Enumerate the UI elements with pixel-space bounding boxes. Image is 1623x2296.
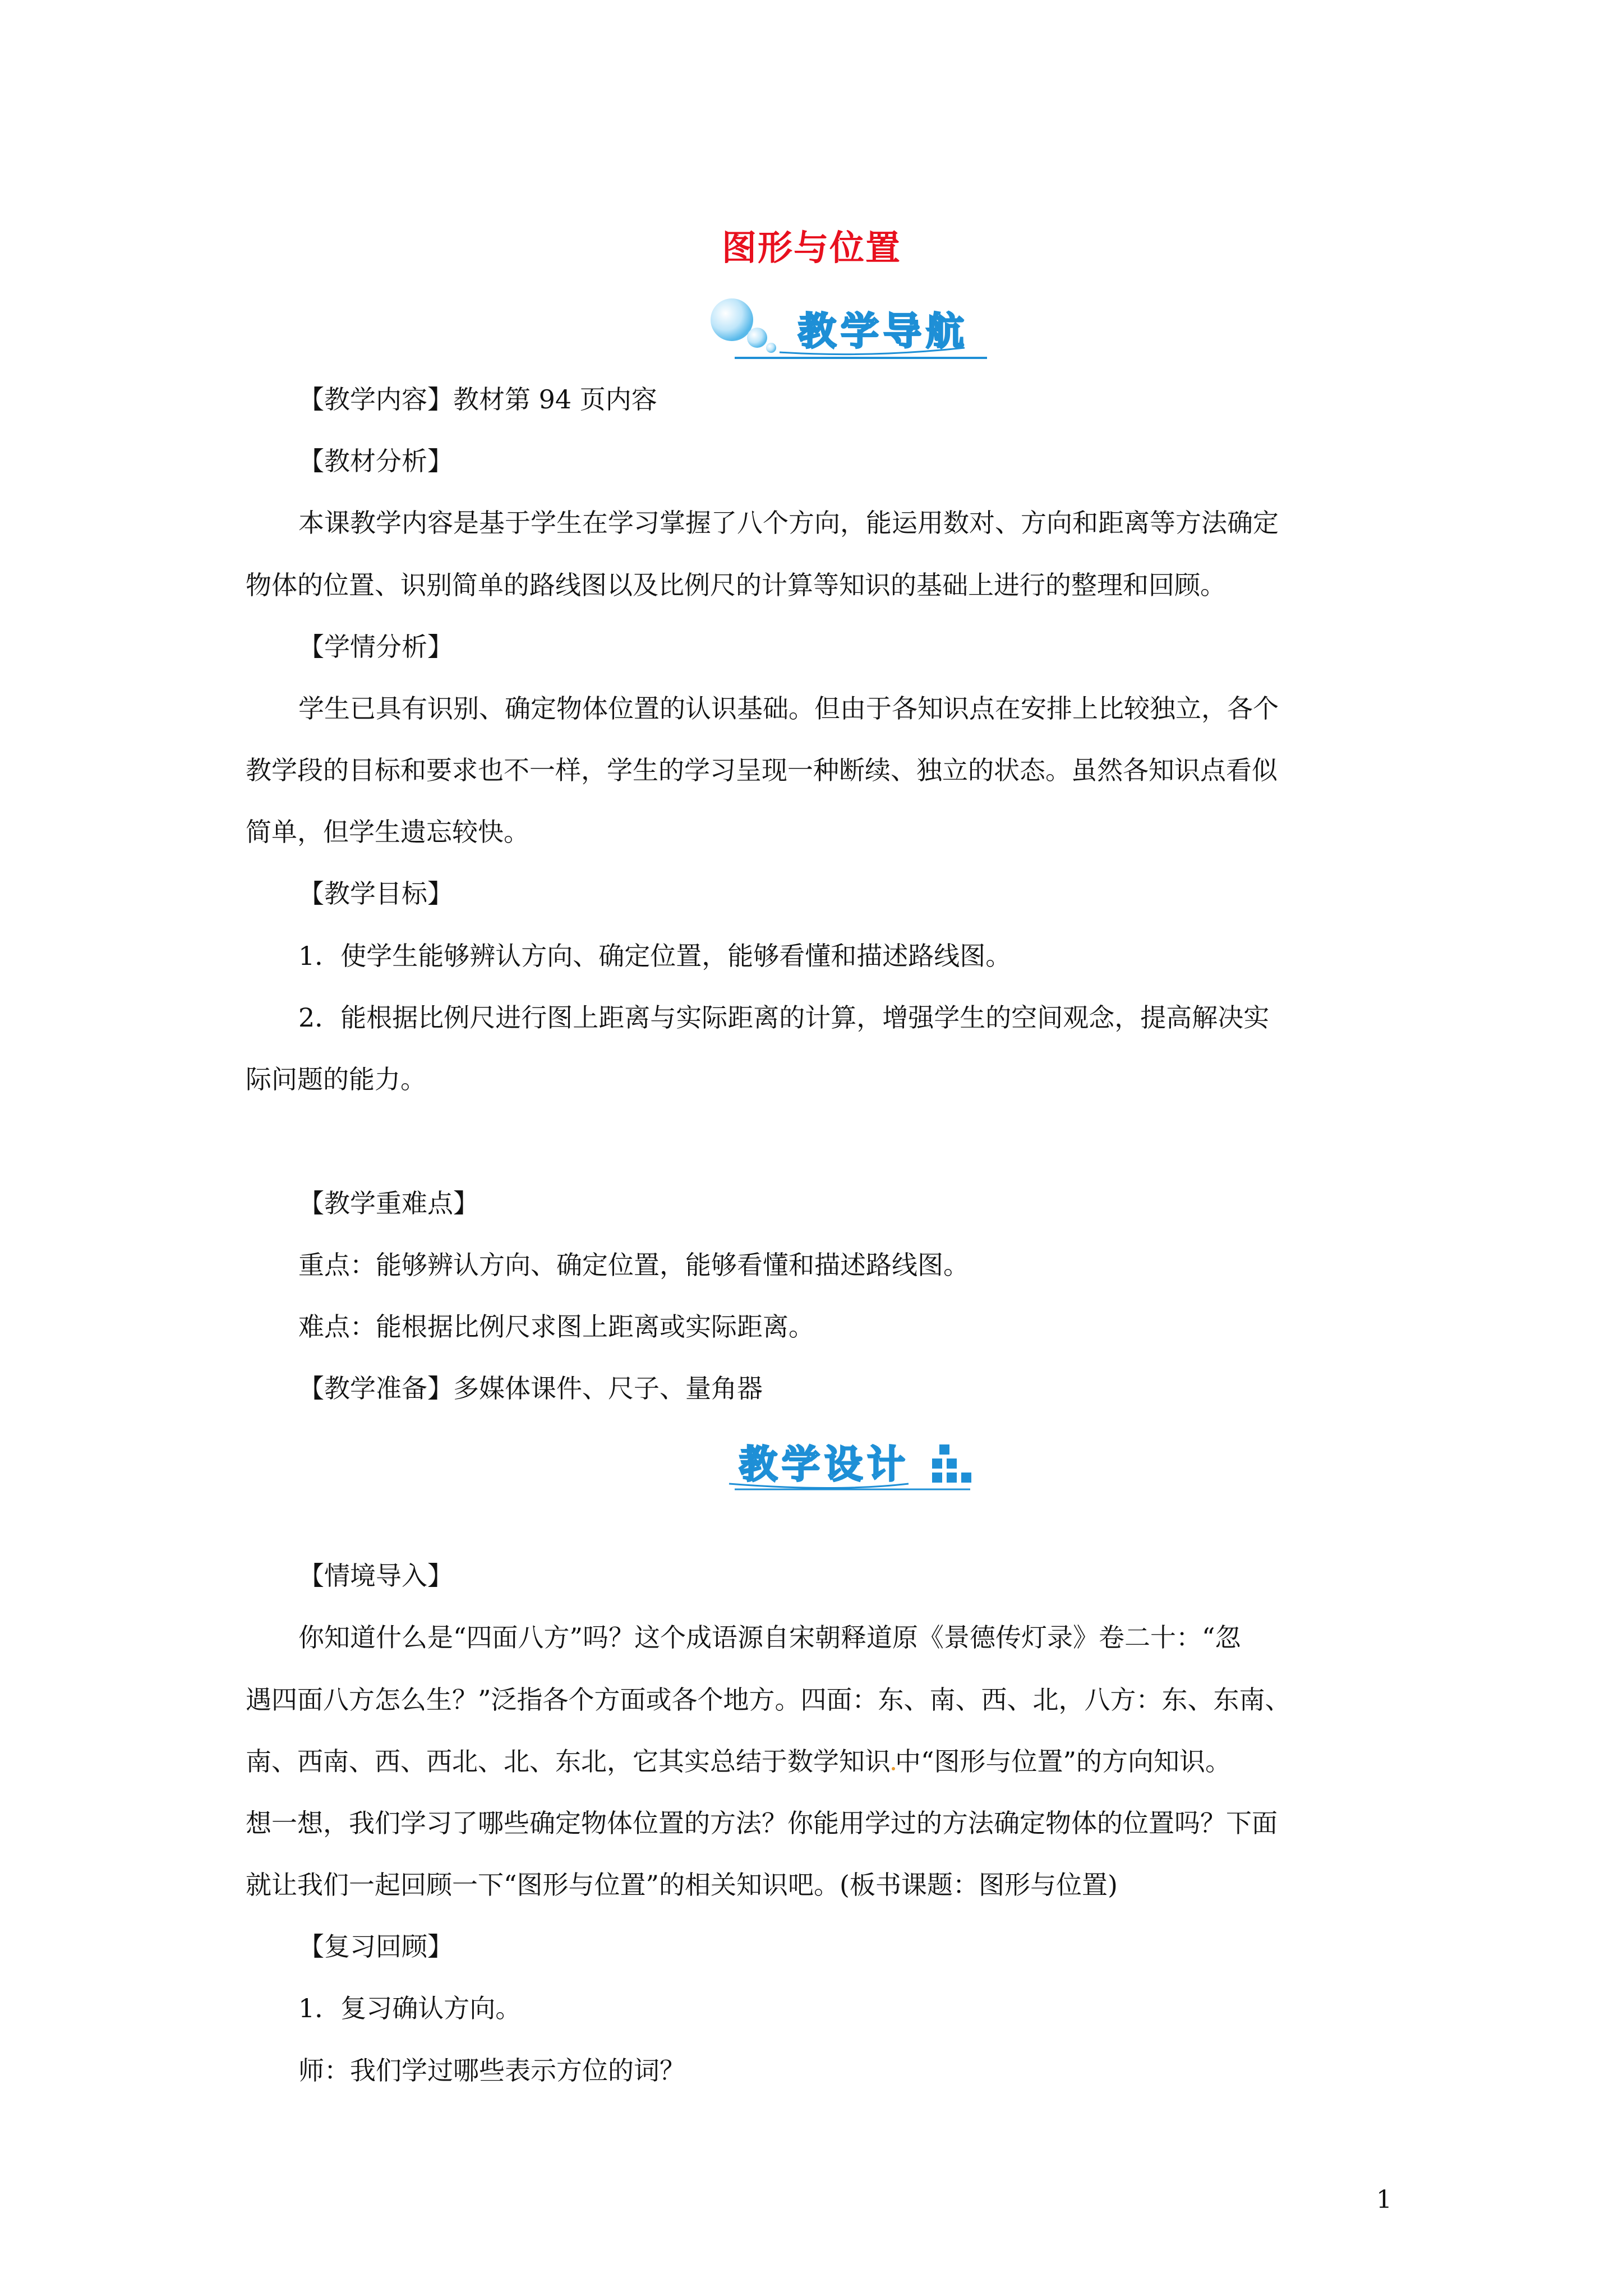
textbook-analysis-heading: 【教材分析】 bbox=[298, 446, 453, 476]
review-teacher-question: 师：我们学过哪些表示方位的词？ bbox=[298, 2055, 685, 2086]
teaching-content: 【教学内容】教材第 94 页内容 bbox=[298, 384, 657, 415]
scenario-intro-line-2: 遇四面八方怎么生？”泛指各个方面或各个地方。四面：东、南、西、北，八方：东、东南、 bbox=[246, 1685, 1291, 1715]
learner-analysis-line-1: 学生已具有识别、确定物体位置的认识基础。但由于各知识点在安排上比较独立，各个 bbox=[298, 693, 1279, 724]
key-points-heading: 【教学重难点】 bbox=[298, 1188, 479, 1218]
teaching-guide-banner bbox=[701, 292, 993, 365]
key-point: 重点：能够辨认方向、确定位置，能够看懂和描述路线图。 bbox=[298, 1250, 969, 1280]
textbook-analysis-line-1: 本课教学内容是基于学生在学习掌握了八个方向，能运用数对、方向和距离等方法确定 bbox=[298, 508, 1279, 538]
learner-analysis-line-3: 简单，但学生遗忘较快。 bbox=[246, 817, 529, 847]
teaching-goal-2-line-2: 际问题的能力。 bbox=[246, 1064, 426, 1094]
scenario-intro-line-1: 你知道什么是“四面八方”吗？这个成语源自宋朝释道原《景德传灯录》卷二十：“忽 bbox=[298, 1622, 1241, 1653]
scenario-intro-line-3 bbox=[0, 1745, 1623, 1778]
scenario-intro-line-5: 就让我们一起回顾一下“图形与位置”的相关知识吧。(板书课题：图形与位置) bbox=[246, 1870, 1118, 1900]
teaching-design-label: 教学设计 bbox=[739, 1442, 910, 1487]
teaching-design-banner bbox=[723, 1428, 976, 1495]
scenario-intro-heading: 【情境导入】 bbox=[298, 1561, 453, 1591]
teaching-goal-2-line-1: 2．能根据比例尺进行图上距离与实际距离的计算，增强学生的空间观念，提高解决实 bbox=[298, 1002, 1270, 1033]
review-item-1: 1．复习确认方向。 bbox=[298, 1993, 522, 2023]
textbook-analysis-line-2: 物体的位置、识别简单的路线图以及比例尺的计算等知识的基础上进行的整理和回顾。 bbox=[246, 570, 1226, 600]
difficult-point: 难点：能根据比例尺求图上距离或实际距离。 bbox=[298, 1312, 814, 1342]
page-title: 图形与位置 bbox=[721, 227, 901, 268]
learner-analysis-heading: 【学情分析】 bbox=[298, 632, 453, 662]
teaching-goal-1: 1．使学生能够辨认方向、确定位置，能够看懂和描述路线图。 bbox=[298, 941, 1012, 971]
teaching-goals-heading: 【教学目标】 bbox=[298, 878, 453, 909]
teaching-preparation: 【教学准备】多媒体课件、尺子、量角器 bbox=[298, 1373, 763, 1404]
scenario-intro-line-3-part-2: 中“图形与位置”的方向知识。 bbox=[895, 1746, 1232, 1777]
teaching-guide-label: 教学导航 bbox=[797, 309, 969, 354]
scenario-intro-line-3-part-1: 南、西南、西、西北、北、东北，它其实总结于数学知识 bbox=[246, 1746, 891, 1777]
learner-analysis-line-2: 教学段的目标和要求也不一样，学生的学习呈现一种断续、独立的状态。虽然各知识点看似 bbox=[246, 755, 1278, 785]
page-number: 1 bbox=[1376, 2185, 1392, 2214]
scenario-intro-line-4: 想一想，我们学习了哪些确定物体位置的方法？你能用学过的方法确定物体的位置吗？下面 bbox=[246, 1808, 1278, 1838]
review-heading: 【复习回顾】 bbox=[298, 1931, 453, 1962]
